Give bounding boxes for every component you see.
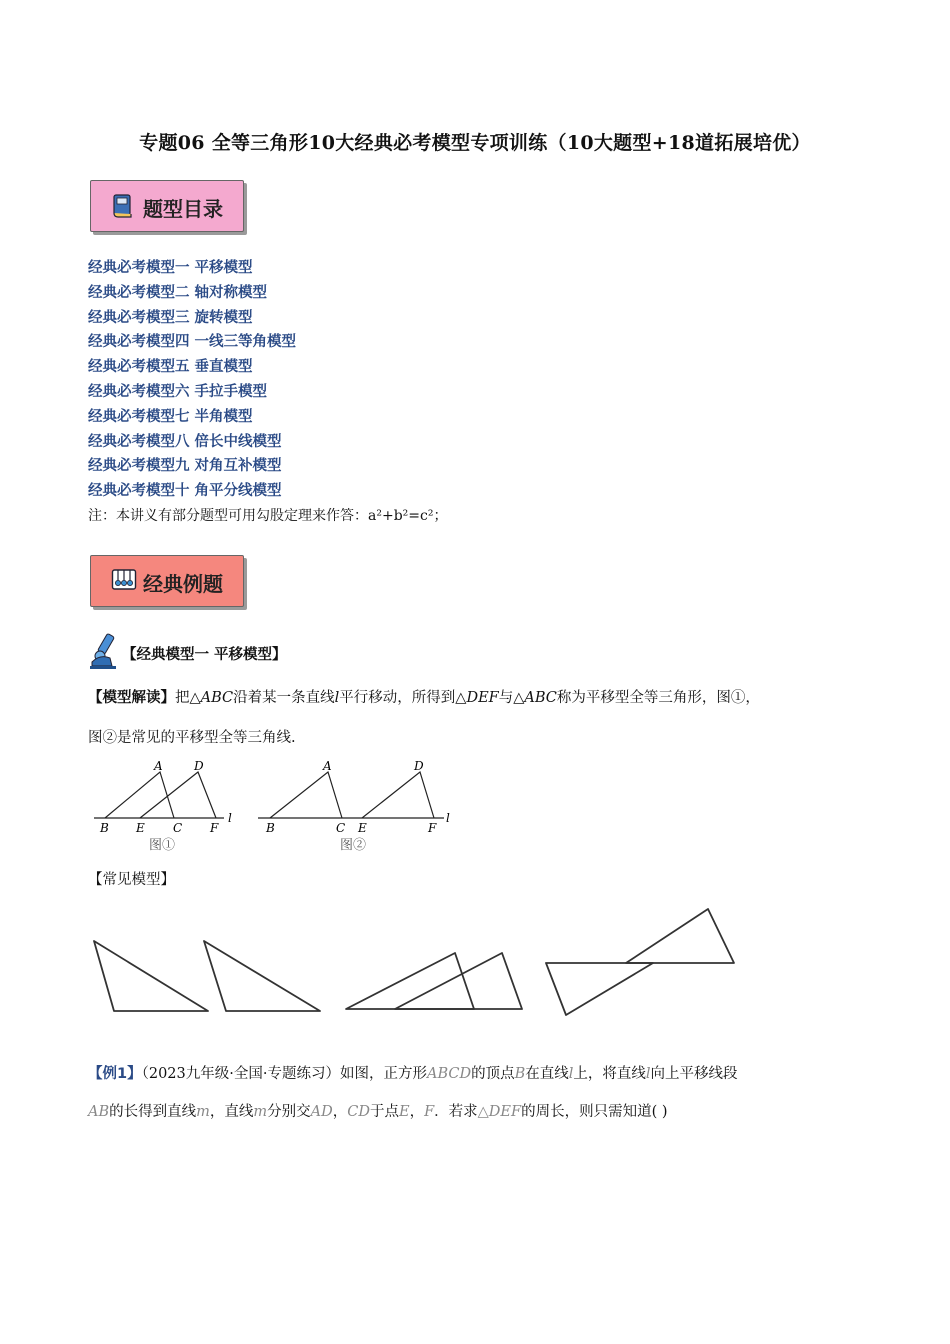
point-label: F: [428, 821, 437, 835]
point-label: B: [266, 821, 275, 835]
common-models-label: 【常见模型】: [88, 872, 175, 888]
text-run: 把△: [175, 690, 201, 706]
text-run: 平行移动，所得到△: [339, 690, 467, 706]
point-label: A: [154, 759, 163, 773]
point-label: D: [414, 759, 424, 773]
math-ad: AD: [310, 1104, 333, 1120]
triangle-shape: [204, 941, 320, 1011]
math-ab: AB: [88, 1104, 110, 1120]
text-run: 上，将直线: [573, 1066, 646, 1082]
point-label: D: [194, 759, 204, 773]
math-m: m: [253, 1104, 268, 1120]
point-label: E: [136, 821, 145, 835]
math-def: △DEF: [477, 1104, 522, 1120]
math-l: l: [645, 1066, 651, 1082]
math-f: F: [424, 1104, 435, 1120]
figure-1: [88, 756, 248, 856]
page-title: 专题06 全等三角形10大经典必考模型专项训练（10大题型+18道拓展培优）: [139, 132, 811, 154]
example1-line2: [88, 1094, 668, 1130]
toc-item[interactable]: 经典必考模型一 平移模型: [88, 260, 253, 276]
toc-item[interactable]: 经典必考模型二 轴对称模型: [88, 284, 268, 301]
text-run: ．若求: [434, 1104, 478, 1120]
point-label: E: [358, 821, 367, 835]
line-label: l: [228, 811, 232, 825]
math-m: m: [196, 1104, 210, 1120]
text-run: 分别交: [267, 1104, 311, 1120]
text-run: ，: [409, 1104, 425, 1120]
math-abc: ABC: [524, 690, 557, 706]
math-abcd: ABCD: [426, 1066, 472, 1082]
triangle-shape: [94, 941, 208, 1011]
toc-item[interactable]: 经典必考模型三 旋转模型: [88, 309, 253, 326]
toc-item[interactable]: 经典必考模型四 一线三等角模型: [88, 334, 297, 351]
math-e: E: [398, 1104, 410, 1120]
text-run: 于点: [369, 1104, 399, 1120]
text-run: 沿着某一条直线: [233, 690, 335, 706]
common-models-figure: [88, 905, 748, 1020]
examples-banner: [90, 555, 244, 607]
model-explain-line1: [88, 680, 760, 716]
triangle-shape: [546, 963, 653, 1015]
text-run: ，直线: [209, 1104, 254, 1120]
text-run: 向上平移线段: [650, 1066, 738, 1082]
figure-caption: 图②: [340, 838, 367, 853]
toc-item[interactable]: 经典必考模型六 手拉手模型: [88, 383, 268, 400]
math-b: B: [514, 1066, 526, 1082]
math-def: DEF: [466, 690, 499, 706]
toc-list: [88, 256, 296, 504]
example-tag: 【例1】: [88, 1066, 142, 1082]
text-run: ，: [332, 1104, 348, 1120]
text-run: 的顶点: [471, 1066, 515, 1082]
triangle-shape: [626, 909, 734, 963]
book-icon: [111, 193, 135, 223]
text-run: 的长得到直线: [109, 1104, 197, 1120]
line-label: l: [446, 811, 450, 825]
toc-item[interactable]: 经典必考模型十 角平分线模型: [88, 483, 282, 500]
math-cd: CD: [347, 1104, 370, 1120]
toc-item[interactable]: 经典必考模型九 对角互补模型: [88, 458, 282, 475]
toc-banner-label: 题型目录: [143, 197, 223, 221]
abacus-icon: [111, 568, 137, 596]
model-explain-tag: 【模型解读】: [88, 689, 175, 706]
section-heading-text: 【经典模型一 平移模型】: [122, 647, 287, 663]
text-run: （2023九年级·全国·专题练习）如图，正方形: [141, 1066, 427, 1082]
point-label: A: [323, 759, 332, 773]
point-label: C: [336, 821, 346, 835]
text-run: 在直线: [525, 1066, 569, 1082]
toc-item[interactable]: 经典必考模型七 半角模型: [88, 408, 253, 425]
math-abc: ABC: [200, 690, 234, 706]
text-run: 的周长，则只需知道( ): [521, 1104, 668, 1120]
figure-caption: 图①: [149, 838, 176, 853]
note-text: 注：本讲义有部分题型可用勾股定理来作答：a²+b²=c²；: [88, 508, 448, 524]
math-l: l: [334, 690, 340, 706]
text-run: 称为平移型全等三角形，图①，: [556, 690, 760, 706]
model-explain-line2: 图②是常见的平移型全等三角线.: [88, 730, 296, 746]
examples-banner-label: 经典例题: [143, 572, 223, 596]
toc-item[interactable]: 经典必考模型五 垂直模型: [88, 359, 253, 376]
math-l: l: [568, 1066, 574, 1082]
point-label: B: [100, 821, 109, 835]
toc-banner: [90, 180, 244, 232]
microscope-icon: [88, 632, 122, 674]
point-label: C: [173, 821, 183, 835]
toc-item[interactable]: 经典必考模型八 倍长中线模型: [88, 433, 282, 450]
point-label: F: [210, 821, 219, 835]
example1-line1: [88, 1056, 738, 1092]
figure-2: [254, 756, 464, 856]
text-run: 与△: [498, 690, 525, 706]
